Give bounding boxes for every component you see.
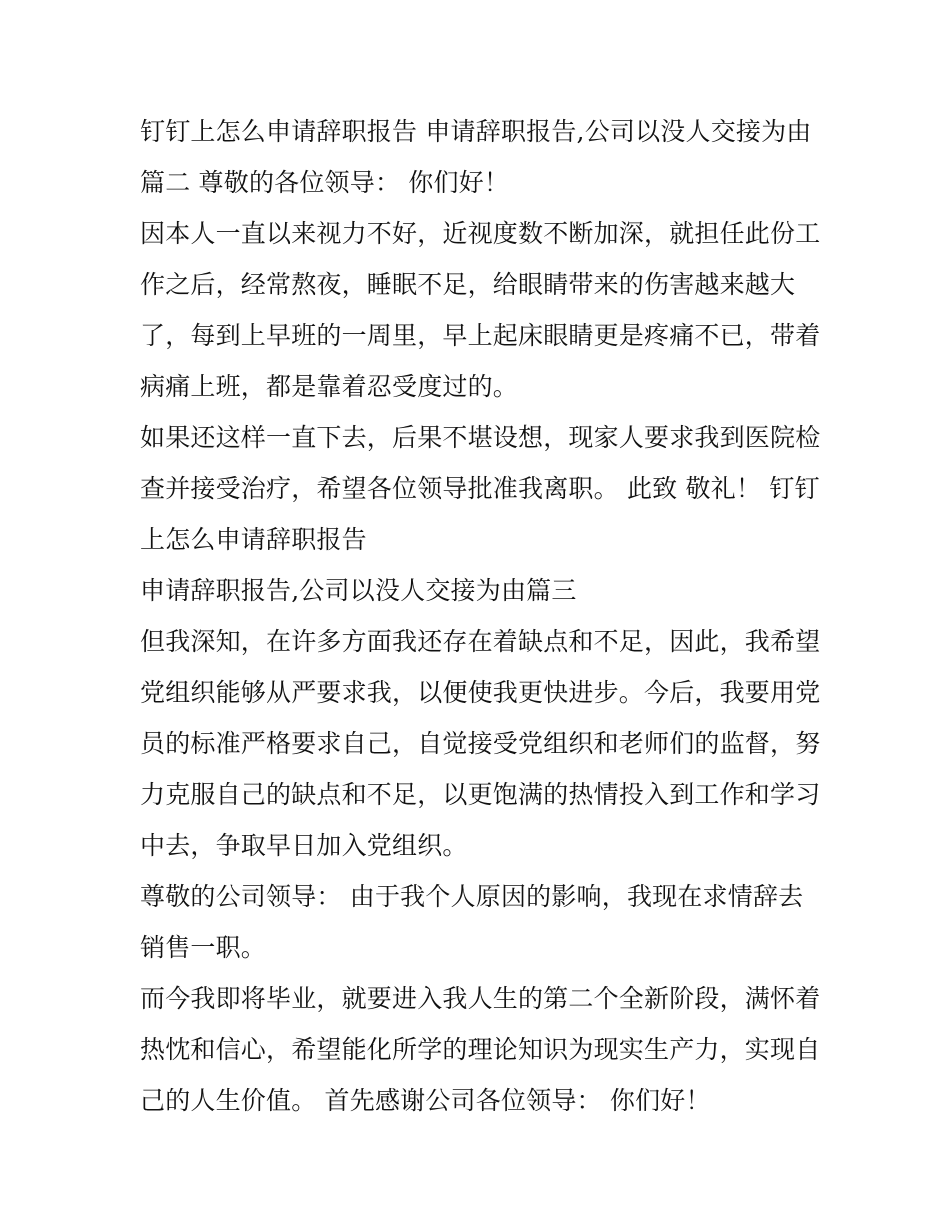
text-line-13: 员的标准严格要求自己，自觉接受党组织和老师们的监督，努 [140, 729, 821, 758]
text-line-5: 了，每到上早班的一周里，早上起床眼睛更是疼痛不已，带着 [140, 321, 821, 350]
text-line-1: 钉钉上怎么申请辞职报告 申请辞职报告,公司以没人交接为由 [140, 117, 812, 146]
text-line-7: 如果还这样一直下去，后果不堪设想，现家人要求我到医院检 [140, 423, 821, 452]
text-line-8: 查并接受治疗，希望各位领导批准我离职。 此致 敬礼！ 钉钉 [140, 474, 820, 503]
text-line-12: 党组织能够从严要求我，以便使我更快进步。今后，我要用党 [140, 678, 821, 707]
text-line-14: 力克服自己的缺点和不足，以更饱满的热情投入到工作和学习 [140, 780, 821, 809]
text-line-10: 申请辞职报告,公司以没人交接为由篇三 [140, 576, 577, 605]
text-line-16: 尊敬的公司领导： 由于我个人原因的影响，我现在求情辞去 [140, 882, 804, 911]
text-line-3: 因本人一直以来视力不好，近视度数不断加深，就担任此份工 [140, 219, 821, 248]
text-line-15: 中去，争取早日加入党组织。 [140, 831, 468, 860]
text-line-2: 篇二 尊敬的各位领导： 你们好！ [140, 168, 510, 197]
document-body [140, 106, 821, 1126]
text-line-19: 热忱和信心，希望能化所学的理论知识为现实生产力，实现自 [140, 1035, 821, 1064]
text-line-11: 但我深知，在许多方面我还存在着缺点和不足，因此，我希望 [140, 627, 821, 656]
text-line-9: 上怎么申请辞职报告 [140, 525, 367, 554]
text-line-4: 作之后，经常熬夜，睡眠不足，给眼睛带来的伤害越来越大 [140, 270, 796, 299]
text-line-18: 而今我即将毕业，就要进入我人生的第二个全新阶段，满怀着 [140, 984, 821, 1013]
text-line-17: 销售一职。 [140, 933, 267, 962]
text-line-6: 病痛上班，都是靠着忍受度过的。 [140, 372, 519, 401]
text-line-20: 己的人生价值。 首先感谢公司各位领导： 你们好！ [140, 1086, 711, 1115]
